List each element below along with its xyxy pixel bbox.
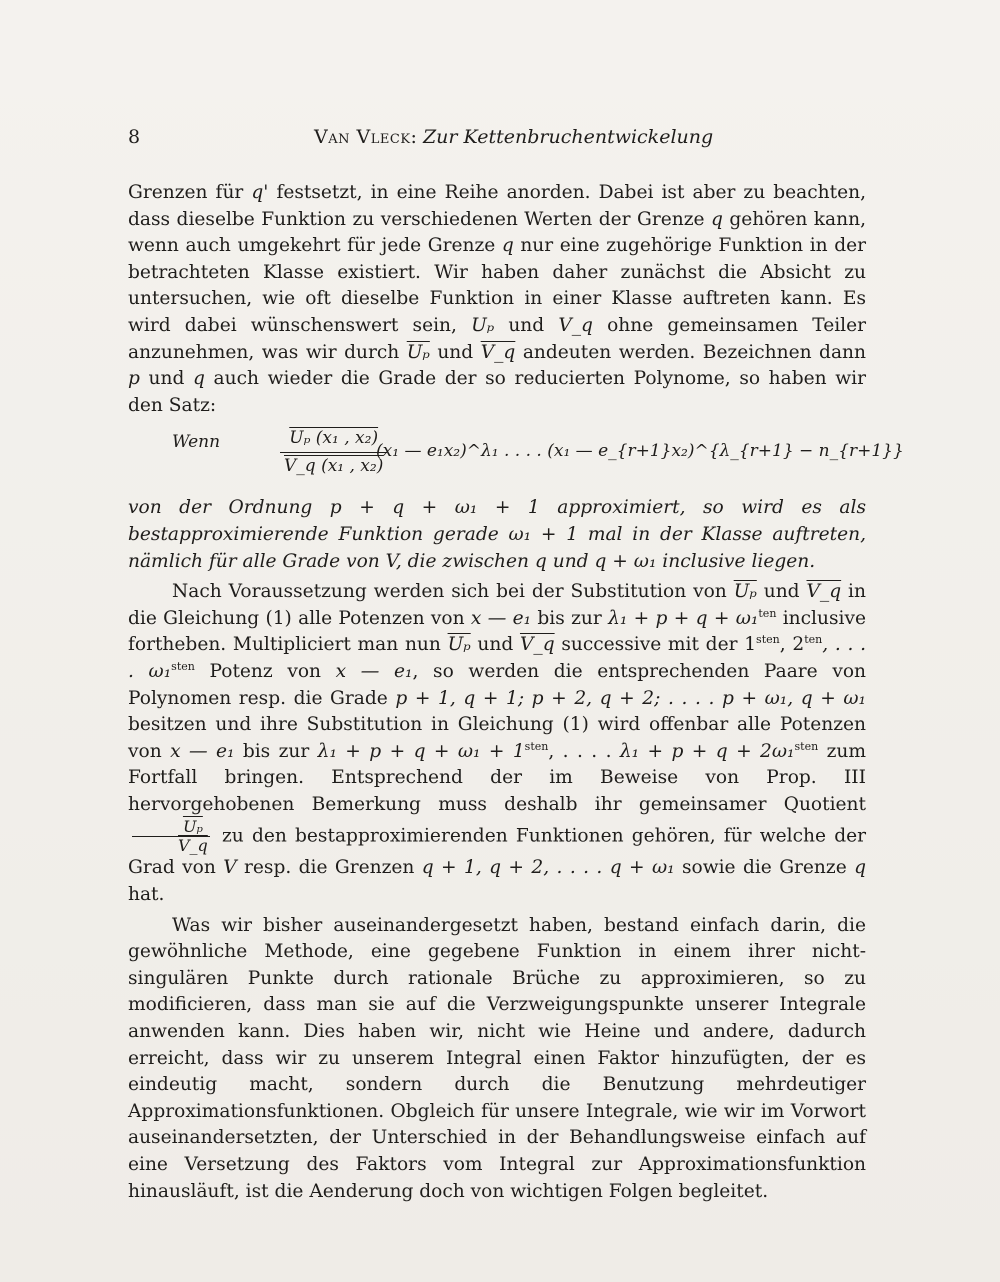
formula-fraction — [280, 425, 387, 479]
math-V: V — [223, 857, 237, 879]
math-omega1: , . . . . ω₁ — [128, 634, 866, 682]
text-run: bis zur — [531, 607, 609, 629]
theorem-statement: von der Ordnung p + q + ω₁ + 1 approximiert, so wird es als bestapproximierende Funktion gerade ω₁ + 1 mal in der Klasse auftreten, nämlich für alle Grade von V, die zwischen q und q + ω₁ inclusive liegen. — [128, 497, 866, 572]
text-run: Potenz von — [194, 660, 336, 682]
ordinal-1: 1 — [744, 634, 757, 656]
math-limits: q + 1, q + 2, . . . . q + ω₁ — [421, 857, 675, 879]
text-run: gehören kann, wenn auch umgekehrt für jede Grenze — [128, 208, 866, 257]
sup-ten: ten — [758, 606, 777, 620]
text-run: inclusive fortheben. Multipliciert man nun — [128, 607, 866, 656]
text-run: und — [756, 581, 807, 603]
paragraph-3: Was wir bisher auseinandergesetzt haben, bestand einfach darin, die gewöhnliche Methode, eine gegebene Funktion in einem ihrer nicht-singulären Punkte durch rationale Brüche zu approximieren, so zu modificieren, dass man sie auf die Verzweigungspunkte unserer Integrale anwenden kann. Dies haben wir, nicht wie Heine und andere, dadurch erreicht, dass wir zu unserem Integral einen Faktor hinzufügten, der es eindeutig macht, sondern durch die Benutzung mehrdeutiger Approximationsfunktionen. Obgleich für unsere Integrale, wie wir im Vorwort auseinandersetzten, der Unterschied in der Behandlungsweise einfach auf eine Versetzung des Faktors vom Integral zur Approximationsfunktion hinausläuft, ist die Aenderung doch von wichtigen Folgen begleitet. — [128, 914, 866, 1202]
math-Vq-bar: V_q — [519, 634, 555, 656]
math-x-e1: x — e₁ — [470, 607, 532, 629]
text-run: und — [470, 634, 520, 656]
text-run: besitzen und ihre Substitution in Gleichung (1) wird offenbar alle Potenzen von — [128, 714, 866, 762]
math-q-prime: q' — [251, 182, 269, 203]
text-run: und — [139, 368, 194, 390]
text-run: in die Gleichung (1) alle Potenzen von — [128, 581, 866, 629]
text-run: sowie die Grenze — [674, 857, 855, 879]
author-name: Van Vleck — [314, 126, 411, 148]
formula-numerator: Uₚ (x₁ , x₂) — [280, 425, 387, 453]
page-header — [128, 126, 868, 156]
formula-wenn: Wenn — [172, 432, 221, 453]
ordinal-2: 2 — [792, 634, 805, 656]
text-run: , . . . . — [548, 740, 620, 762]
math-range1: λ₁ + p + q + ω₁ — [608, 607, 759, 629]
text-run: festsetzt, in eine Reihe anorden. Dabei ist aber zu beachten, dass dieselbe Funktion zu verschiedenen Werten der Grenze — [128, 182, 867, 230]
header-title: Zur Kettenbruchentwickelung — [422, 126, 714, 148]
math-Up-bar: $\overline{U_p}$ — [406, 341, 430, 363]
text-run: successive mit der — [554, 634, 745, 656]
sup-sten: sten — [756, 633, 780, 647]
math-q: q — [854, 857, 866, 879]
inline-fraction — [132, 818, 210, 855]
math-Up-bar: $\overline{U_p}$ — [733, 581, 757, 603]
text-run: , so werden die entsprechenden Paare von Polynomen resp. die Grade — [128, 660, 866, 709]
text-run: zum Fortfall bringen. Entsprechend der im Beweise von Prop. III hervorgehobenen Bemerkung muss deshalb ihr gemeinsamer Quotient — [128, 740, 866, 815]
text-run: Nach Voraussetzung werden sich bei der Substitution von — [172, 581, 734, 603]
math-range3: λ₁ + p + q + 2ω₁ — [619, 740, 795, 762]
text-run: und — [429, 341, 481, 363]
display-formula — [128, 425, 904, 483]
formula-denominator: V_q (x₁ , x₂) — [284, 455, 384, 476]
math-Up: Uₚ — [471, 314, 495, 336]
page-number: 8 — [128, 126, 141, 148]
math-q: q — [193, 368, 205, 390]
math-Vq-bar: V_q — [480, 341, 516, 363]
math-x-e1: x — e₁ — [335, 660, 413, 682]
text-run: bis zur — [234, 740, 318, 762]
header-separator: : — [410, 126, 417, 148]
text-run: und — [494, 314, 559, 336]
paragraph-1 — [128, 180, 866, 419]
text-run: zu den bestapproximierenden Funktionen gehören, für welche der Grad von — [128, 825, 866, 879]
inline-frac-den: V_q — [178, 836, 208, 856]
sup-sten: sten — [794, 739, 819, 753]
text-run: andeuten werden. Bezeichnen dann — [515, 341, 866, 363]
page-body — [128, 180, 904, 1205]
text-run: hat. — [128, 884, 165, 906]
text-run: ohne gemeinsamen Teiler anzunehmen, was wir durch — [128, 314, 866, 363]
sup-ten: ten — [804, 633, 823, 647]
math-Up-bar: $\overline{U_p}$ — [447, 634, 471, 656]
running-head — [314, 126, 713, 148]
text-run: nur eine zugehörige Funktion in der betrachteten Klasse existiert. Wir haben daher zunächst die Absicht zu untersuchen, wie oft dieselbe Funktion in einer Klasse auftreten kann. Es wird dabei wünschenswert sein, — [128, 235, 866, 336]
inline-frac-num: $\overline{U_p}$ — [132, 818, 210, 837]
paragraph-2: Nach Voraussetzung werden sich bei der Substitution von $\overline{U_p}$ und V_q in die Gleichung (1) alle Potenzen von x — e₁ bis zur λ₁ + p + q + ω₁$^{ten}$ inclusive fortheben. Multipliciert man nun $\overline{U_p}$ und V_q successive mit der $1^{sten}$, $2^{ten}$, . . . . ω₁$^{sten}$ Potenz von x — e₁, so werden die entsprechenden Paare von Polynomen resp. die Grade p + 1, q + 1; p + 2, q + 2; . . . . p + ω₁, q + ω₁ besitzen und ihre Substitution in Gleichung (1) wird offenbar alle Potenzen von x — e₁ bis zur $\lambda_1 + p + q + \omega_1 + 1^{sten}$, . . . . λ₁ + p + q + 2ω₁$^{sten}$ zum Fortfall bringen. Entsprechend der im Beweise von Prop. III hervorgehobenen Bemerkung muss deshalb ihr gemeinsamer Quotient $\frac{\overline{U_p}}{V\_q}$ zu den bestapproximierenden Funktionen gehören, für welche der Grad von V resp. die Grenzen q + 1, q + 2, . . . . q + ω₁ sowie die Grenze q hat. — [128, 581, 866, 906]
math-grades: p + 1, q + 1; p + 2, q + 2; . . . . p + ω₁, q + ω₁ — [395, 687, 866, 709]
math-range2: λ₁ + p + q + ω₁ + 1 — [317, 740, 525, 762]
math-p: p — [128, 368, 140, 390]
sup-sten: sten — [171, 659, 195, 673]
text-run: auch wieder die Grade der so reducierten Polynome, so haben wir den Satz: — [128, 368, 866, 416]
text-run: resp. die Grenzen — [236, 857, 422, 879]
formula-product: (x₁ — e₁x₂)^λ₁ . . . . (x₁ — e_{r+1}x₂)^{λ_{r+1} − n_{r+1}} — [376, 441, 904, 462]
math-q: q — [501, 235, 514, 257]
math-x-e1: x — e₁ — [170, 740, 235, 762]
math-q: q — [710, 208, 723, 230]
sup-sten: sten — [524, 739, 549, 753]
text-run: Grenzen für — [128, 182, 252, 203]
math-Vq: V_q — [558, 314, 593, 336]
math-Vq-bar: V_q — [806, 581, 842, 603]
